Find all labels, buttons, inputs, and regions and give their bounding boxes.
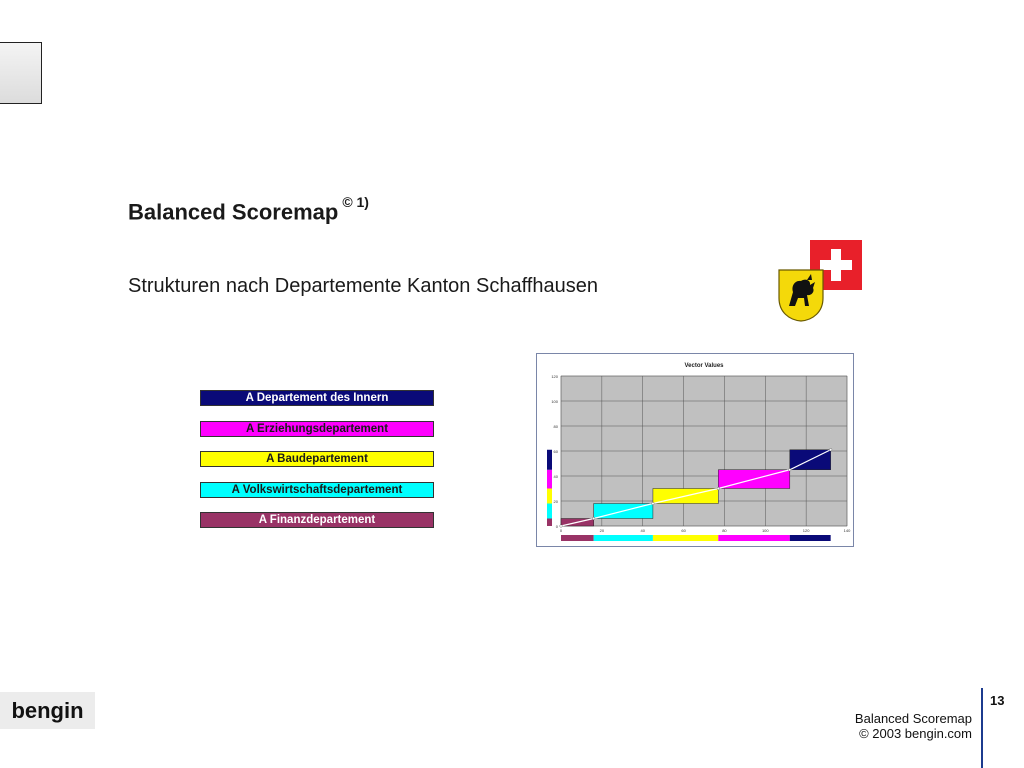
x-tick-label: 80 <box>722 528 727 533</box>
vector-point <box>592 517 595 520</box>
dept-innern: A Departement des Innern <box>200 390 434 406</box>
footer-line-2: © 2003 bengin.com <box>859 726 972 741</box>
x-tick-label: 120 <box>802 528 810 533</box>
title-superscript: © 1) <box>342 194 369 210</box>
y-tick-label: 0 <box>555 524 558 529</box>
dept-erziehung: A Erziehungsdepartement <box>200 421 434 437</box>
vector-point <box>652 502 655 505</box>
y-tick-label: 40 <box>553 474 558 479</box>
x-axis-strip <box>594 535 653 541</box>
x-tick-label: 20 <box>599 528 605 533</box>
chart-title: Vector Values <box>684 363 724 369</box>
x-tick-label: 0 <box>559 528 563 533</box>
footer-line-1: Balanced Scoremap <box>854 711 972 726</box>
schaffhausen-coat-of-arms-icon <box>777 268 825 322</box>
footer-divider <box>981 688 983 768</box>
x-axis-strip <box>653 535 718 541</box>
dept-finanz: A Finanzdepartement <box>200 512 434 528</box>
vector-point <box>789 468 792 471</box>
vector-chart <box>536 353 854 547</box>
x-tick-label: 60 <box>681 528 686 533</box>
slide-title <box>128 194 369 225</box>
x-axis-strip <box>790 535 831 541</box>
x-tick-label: 140 <box>843 528 851 533</box>
dept-bau: A Baudepartement <box>200 451 434 467</box>
y-tick-label: 100 <box>551 399 558 404</box>
x-axis-strip <box>718 535 790 541</box>
bengin-logo: bengin <box>0 692 95 729</box>
page-number: 13 <box>990 693 1005 708</box>
y-tick-label: 80 <box>553 424 558 429</box>
slide-title-text: Balanced Scoremap <box>128 199 339 225</box>
y-tick-label: 120 <box>551 374 558 379</box>
y-axis-strip <box>547 519 552 527</box>
x-tick-label: 40 <box>640 528 645 533</box>
vector-point <box>829 448 832 451</box>
x-axis-strip <box>561 535 594 541</box>
y-tick-label: 20 <box>553 499 558 504</box>
y-axis-strip <box>547 489 552 504</box>
vector-point <box>560 525 563 528</box>
slide-subtitle: Strukturen nach Departemente Kanton Schaffhausen <box>128 275 598 297</box>
footer-text <box>855 711 972 741</box>
y-axis-strip <box>547 450 552 470</box>
y-axis-strip <box>547 470 552 489</box>
vector-point <box>717 487 720 490</box>
corner-box <box>0 42 42 104</box>
x-tick-label: 100 <box>761 528 769 533</box>
y-tick-label: 60 <box>553 449 558 454</box>
dept-volkswirtschaft: A Volkswirtschaftsdepartement <box>200 482 434 498</box>
y-axis-strip <box>547 504 552 519</box>
vector-chart-svg <box>537 354 853 546</box>
